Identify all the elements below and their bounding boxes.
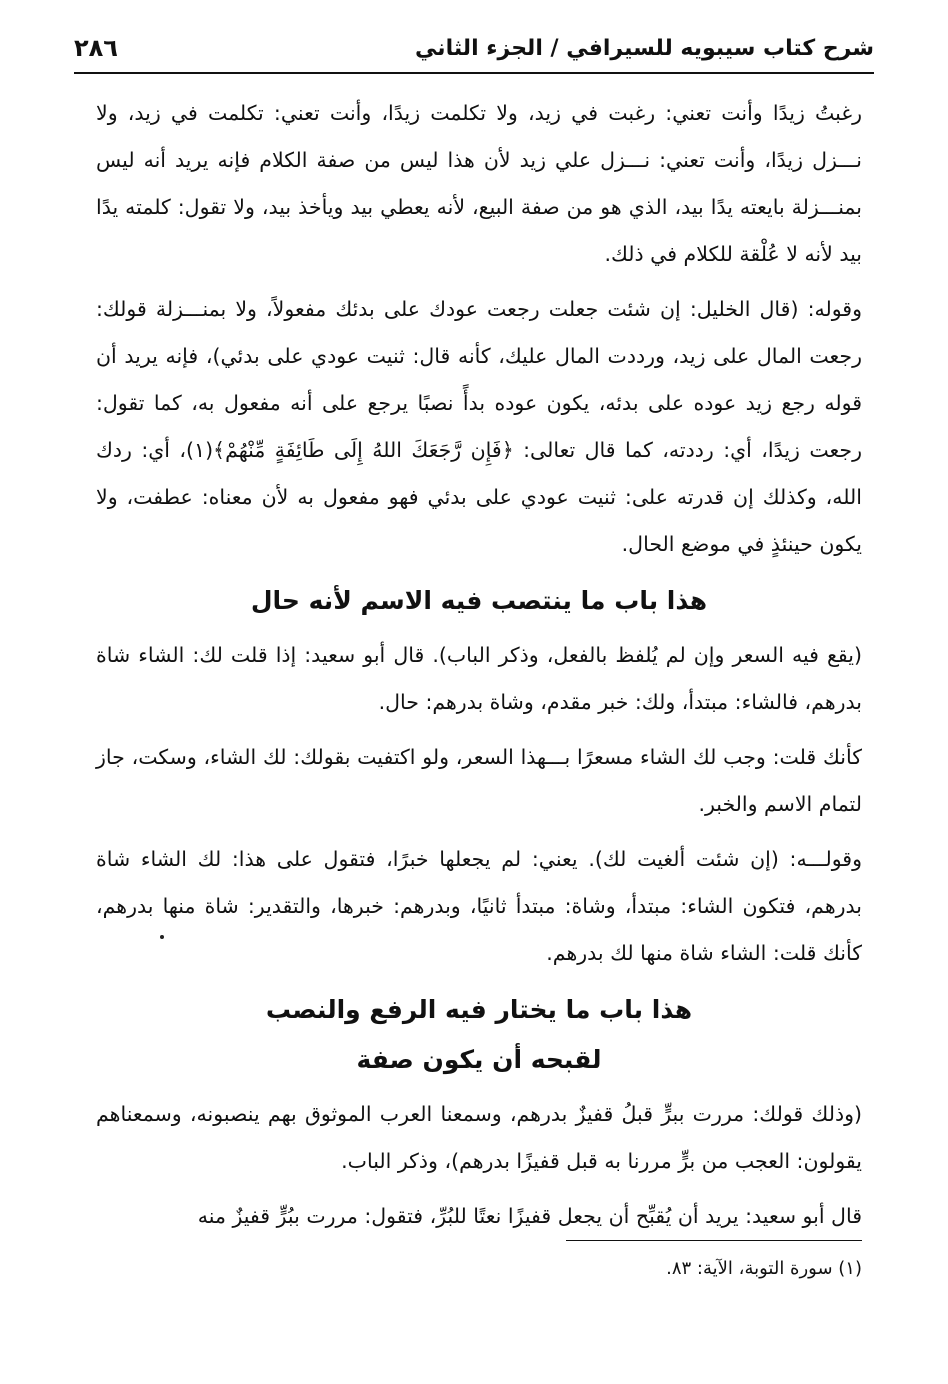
- section-heading: [96, 985, 862, 1085]
- paragraph: قال أبو سعيد: يريد أن يُقبِّح أن يجعل قفيزًا نعتًا للبُرِّ، فتقول: مررت ببُرٍّ قفيزٌ منه: [197, 1204, 862, 1228]
- paragraph: وقولـــه: (إن شئت ألغيت لك). يعني: لم يجعلها خبرًا، فتقول على هذا: لك الشاء شاة بدرهم، فتكون الشاء: مبتدأ، وشاة: مبتدأ ثانيًا، وبدرهم: خبرها، والتقدير: شاة منها بدرهم، كأنك قلت: الشاء شاة منها لك بدرهم.: [96, 847, 862, 965]
- page-body: [96, 90, 862, 1248]
- paragraph: كأنك قلت: وجب لك الشاء مسعرًا بـــهذا السعر، ولو اكتفيت بقولك: لك الشاء، وسكت، جاز لتمام الاسم والخبر.: [96, 745, 862, 816]
- footnote: (١) سورة التوبة، الآية: ٨٣.: [666, 1258, 862, 1279]
- section-heading: هذا باب ما ينتصب فيه الاسم لأنه حال: [250, 586, 708, 615]
- scan-speck: [160, 935, 164, 939]
- section-heading-line: هذا باب ما يختار فيه الرفع والنصب: [265, 995, 693, 1024]
- paragraph: (وذلك قولك: مررت ببرٍّ قبلُ قفيزٌ بدرهم، وسمعنا العرب الموثوق بهم ينصبونه، وسمعناهم يقولون: العجب من برٍّ مررنا به قبل قفيزًا بدرهم)، وذكر الباب.: [96, 1102, 862, 1173]
- paragraph: (يقع فيه السعر وإن لم يُلفظ بالفعل، وذكر الباب). قال أبو سعيد: إذا قلت لك: الشاء شاة بدرهم، فالشاء: مبتدأ، ولك: خبر مقدم، وشاة بدرهم: حال.: [96, 643, 862, 714]
- footnote-divider: [566, 1240, 862, 1241]
- page-header: [74, 24, 874, 74]
- paragraph: وقوله: (قال الخليل: إن شئت جعلت رجعت عودك على بدئك مفعولاً، ولا بمنـــزلة قولك: رجعت المال على زيد، ورددت المال عليك، كأنه قال: ثنيت عودي على بدئي)، فإنه يريد أن قوله رجع زيد عوده على بدئه، يكون عوده بدأً نصبًا يرجع على أنه مفعول به، كما تقول: رجعت زيدًا، أي: رددته، كما قال تعالى: ﴿فَإِن رَّجَعَكَ اللهُ إِلَى طَائِفَةٍ مِّنْهُمْ﴾(١)، أي: ردك الله، وكذلك إن قدرته على: ثنيت عودي على بدئي فهو مفعول به لأن معناه: عطفت، ولا يكون حينئذٍ في موضع الحال.: [96, 297, 862, 556]
- running-title: شرح كتاب سيبويه للسيرافي / الجزء الثاني: [415, 36, 874, 61]
- paragraph: رغبتُ زيدًا وأنت تعني: رغبت في زيد، ولا تكلمت زيدًا، وأنت تعني: تكلمت في زيد، ولا نـــزل زيدًا، وأنت تعني: نـــزل علي زيد لأن هذا ليس من صفة الكلام فإنه يريد أنه ليس بمنـــزلة بايعته يدًا بيد، الذي هو من صفة البيع، لأنه يعطي بيد ويأخذ بيد، ولا تقول: كلمته يدًا بيد لأنه لا عُلْقة للكلام في ذلك.: [96, 101, 862, 266]
- page-number: ٢٨٦: [74, 34, 118, 62]
- section-heading-line: لقبحه أن يكون صفة: [356, 1045, 602, 1074]
